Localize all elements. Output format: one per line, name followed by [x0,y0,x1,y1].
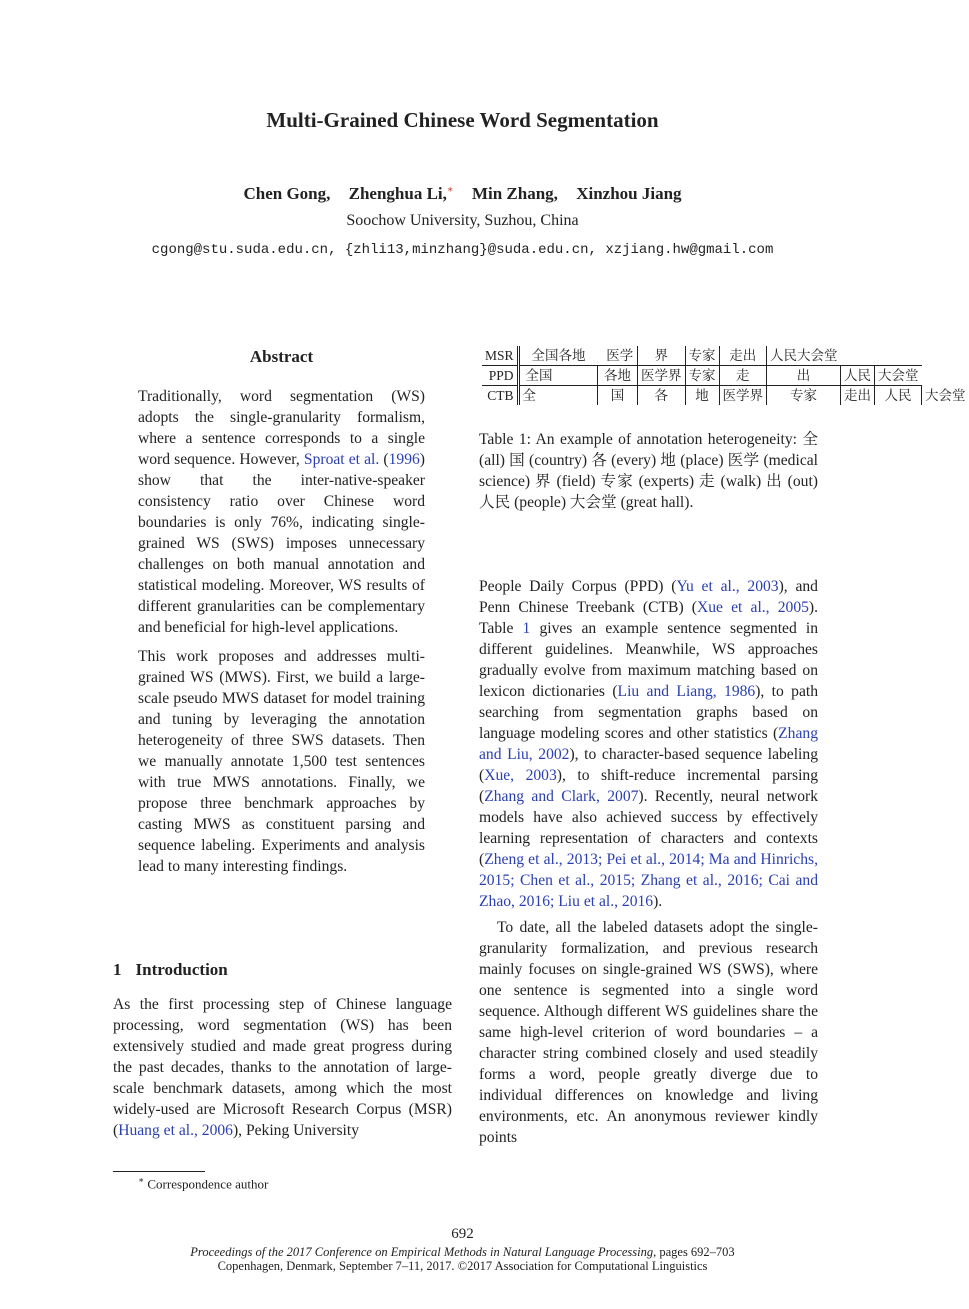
row-label: MSR [482,346,518,366]
table-row [482,386,969,406]
citation-link[interactable]: Ma and Hinrichs, 2015 [479,851,818,889]
citation-link[interactable]: Pei et al., 2014 [606,851,701,868]
abstract-paragraph: Traditionally, word segmentation (WS) adopts the single-granularity formalism, where a sentence corresponds to a single word sequence. However, Sproat et al. (1996) show that the inter-native-speaker consistency ratio over Chinese word boundaries is only 76%, indicating single-grained WS (SWS) imposes unnecessary challenges on both manual annotation and statistical modeling. Moreover, WS results of different granularities can be complementary and beneficial for high-level applications. [138,388,425,636]
table-ref-link[interactable]: 1 [522,620,531,637]
body-paragraph: People Daily Corpus (PPD) (Yu et al., 2003), and Penn Chinese Treebank (CTB) (Xue et al., 2005). Table 1 gives an example sentence segmented in different guidelines. Meanwhile, WS approaches gradually evolve from maximum matching based on lexicon dictionaries (Liu and Liang, 1986), to path searching from segmentation graphs based on language modeling scores and other statistics (Zhang and Liu, 2002), to character-based sequence labeling (Xue, 2003), to shift-reduce incremental parsing (Zhang and Clark, 2007). Recently, neural network models have also achieved success by effectively learning representation of characters and contexts (Zheng et al., 2013; Pei et al., 2014; Ma and Hinrichs, 2015; Chen et al., 2015; Zhang et al., 2016; Cai and Zhao, 2016; Liu et al., 2016). [479,578,819,910]
table-cell: 人民 [875,386,922,406]
table-cell: 国 [598,386,638,406]
table-cell: 医学界 [638,366,686,386]
abstract-paragraph: This work proposes and addresses multi-grained WS (MWS). First, we build a large-scale pseudo MWS dataset for model training and tuning by leveraging the annotation heterogeneity of three SWS datasets. Then we manually annotate 1,500 test sentences with true MWS annotations. Finally, we propose three benchmark approaches by casting MWS as constituent parsing and sequence labeling. Experiments and analysis lead to many interesting findings. [138,648,425,875]
table-cell: 地 [685,386,719,406]
citation-link[interactable]: 1996 [388,451,420,468]
author-mark: ∗ [446,184,454,196]
abstract-heading: Abstract [249,347,314,366]
citation-link[interactable]: Sproat et al. [303,451,380,468]
table-cell: 专家 [685,346,719,366]
citation-link[interactable]: Zhang and Clark, 2007 [484,788,639,805]
table-cell: 界 [638,346,686,366]
intro-body [113,994,452,1141]
paper-title: Multi-Grained Chinese Word Segmentation [266,108,659,132]
table-caption: Table 1: An example of annotation heterogeneity: 全 (all) 国 (country) 各 (every) 地 (place) 医学 (medical science) 界 (field) 专家 (experts) 走 (walk) 出 (out) 人民 (people) 大会堂 (great hall). [479,431,818,511]
citation-link[interactable]: Zhang and Liu, 2002 [479,725,818,763]
citation-link[interactable]: Xue, 2003 [484,767,557,784]
table-cell: 全 [522,388,537,403]
table-cell: 走出 [719,346,767,366]
author-name: Zhenghua Li,∗ [348,184,454,203]
proceedings-footer: Proceedings of the 2017 Conference on Empirical Methods in Natural Language Processing, pages 692–703 Copenhagen, Denmark, September 7–11, 2017. ©2017 Association for Computational Linguistics [190,1245,735,1273]
author-emails: cgong@stu.suda.edu.cn, {zhli13,minzhang}@suda.edu.cn, xzjiang.hw@gmail.com [151,242,774,258]
author-list [0,184,925,204]
table-cell: 走 [719,366,767,386]
citation-link[interactable]: Zheng et al., 2013 [484,851,598,868]
intro-paragraph: As the first processing step of Chinese language processing, word segmentation (WS) has been extensively studied and made great progress during the past decades, thanks to the annotation of large-scale benchmark datasets, among which the most widely-used are Microsoft Research Corpus (MSR) (Huang et al., 2006), Peking University [113,996,452,1139]
footnote: ∗ Correspondence author [138,1175,269,1192]
citation-link[interactable]: Yu et al., 2003 [676,578,779,595]
abstract-body [138,386,425,877]
table-cell: 医学 [606,348,634,363]
table-row [482,366,969,386]
author-name: Xinzhou Jiang [576,184,682,203]
footnote-rule [113,1171,205,1172]
segmentation-table [482,346,969,405]
citation-link[interactable]: Xue et al., 2005 [696,599,809,616]
table-cell: 全国各地 [531,348,586,363]
affiliation: Soochow University, Suzhou, China [346,212,579,229]
citation-link[interactable]: Zhang et al., 2016 [640,872,759,889]
table-cell: 专家 [685,366,719,386]
citation-link[interactable]: Chen et al., 2015 [520,872,631,889]
table-cell: 各 [638,386,686,406]
citation-link[interactable]: Liu and Liang, 1986 [617,683,756,700]
page-number: 692 [451,1226,474,1242]
table-cell: 各地 [598,366,638,386]
citation-link[interactable]: Cai and Zhao, 2016 [479,872,819,910]
table-cell: 人民 [841,366,875,386]
row-label: CTB [482,386,518,406]
table-cell: 医学界 [719,386,767,406]
table-cell: 出 [767,366,841,386]
author-name: Min Zhang, [471,184,558,203]
table-row [482,346,969,366]
row-label: PPD [482,366,518,386]
citation-link[interactable]: Huang et al., 2006 [118,1122,233,1139]
table-cell: 大会堂 [875,366,922,386]
section-heading: 1 Introduction [113,960,228,979]
table-cell: 人民大会堂 [767,346,841,366]
table-cell: 大会堂 [922,386,969,406]
table-cell: 走出 [841,386,875,406]
right-column-body [479,576,818,1148]
citation-link[interactable]: Liu et al., 2016 [558,893,654,910]
table-cell: 专家 [767,386,841,406]
table-cell: 全国 [518,366,598,386]
author-name: Chen Gong, [243,184,331,203]
body-paragraph: To date, all the labeled datasets adopt the single-granularity formalization, and previous research mainly focuses on single-grained WS (SWS), where one sentence is segmented into a single word sequence. Although different WS guidelines share the same high-level criterion of word boundaries – a character string combined closely and used steadily forms a word, people greatly diverge due to individual differences on knowledge and living environments, etc. An anonymous reviewer kindly points [479,919,818,1146]
